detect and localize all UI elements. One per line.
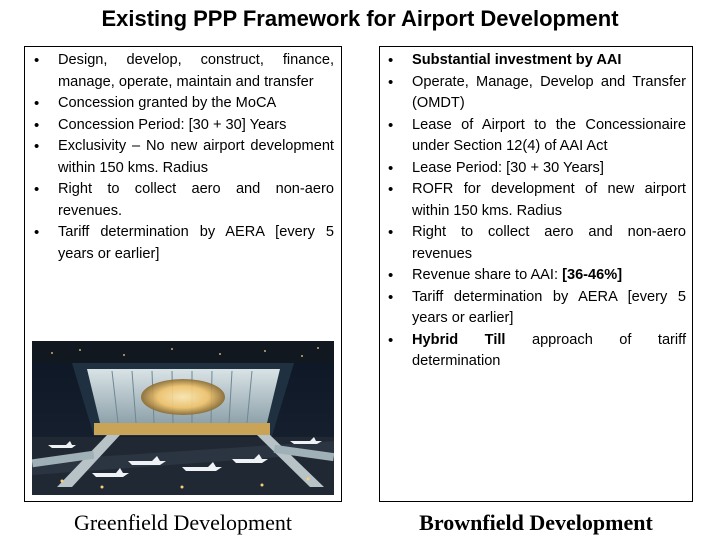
brownfield-item-hybrid-till — [388, 330, 686, 373]
brownfield-bullet-list — [388, 50, 686, 373]
revenue-share-value: [36-46%] — [562, 267, 623, 283]
greenfield-item: • Tariff determination by AERA [every 5 years or earlier] — [34, 222, 334, 265]
greenfield-item: • Exclusivity – No new airport development within 150 kms. Radius — [34, 136, 334, 179]
brownfield-item: • Lease Period: [30 + 30 Years] — [388, 158, 686, 180]
greenfield-bullet-list — [34, 50, 334, 265]
brownfield-item: • Tariff determination by AERA [every 5 years or earlier] — [388, 287, 686, 330]
brownfield-item-revenue-share — [388, 265, 686, 287]
brownfield-item — [388, 50, 686, 72]
brownfield-caption: Brownfield Development — [419, 510, 653, 535]
airport-image — [32, 341, 334, 495]
greenfield-caption: Greenfield Development — [73, 510, 293, 535]
brownfield-panel — [379, 46, 693, 502]
brownfield-item: • Operate, Manage, Develop and Transfer (OMDT) — [388, 72, 686, 115]
brownfield-item-text: Substantial investment by AAI — [412, 52, 622, 68]
greenfield-item: • Concession Period: [30 + 30] Years — [34, 115, 334, 137]
greenfield-panel — [24, 46, 342, 502]
brownfield-item: • ROFR for development of new airport within 150 kms. Radius — [388, 179, 686, 222]
greenfield-item: • Right to collect aero and non-aero revenues. — [34, 179, 334, 222]
page-title: Existing PPP Framework for Airport Development — [101, 6, 619, 31]
hybrid-till-rest: approach of tariff determination — [412, 331, 687, 369]
revenue-share-label: Revenue share to AAI: — [412, 267, 563, 283]
greenfield-item: • Concession granted by the MoCA — [34, 93, 334, 115]
hybrid-till-label: Hybrid Till — [412, 331, 506, 348]
airport-terminal-illustration — [32, 341, 334, 495]
brownfield-item: • Right to collect aero and non-aero revenues — [388, 222, 686, 265]
brownfield-item: • Lease of Airport to the Concessionaire under Section 12(4) of AAI Act — [388, 115, 686, 158]
greenfield-item: • Design, develop, construct, finance, manage, operate, maintain and transfer — [34, 50, 334, 93]
